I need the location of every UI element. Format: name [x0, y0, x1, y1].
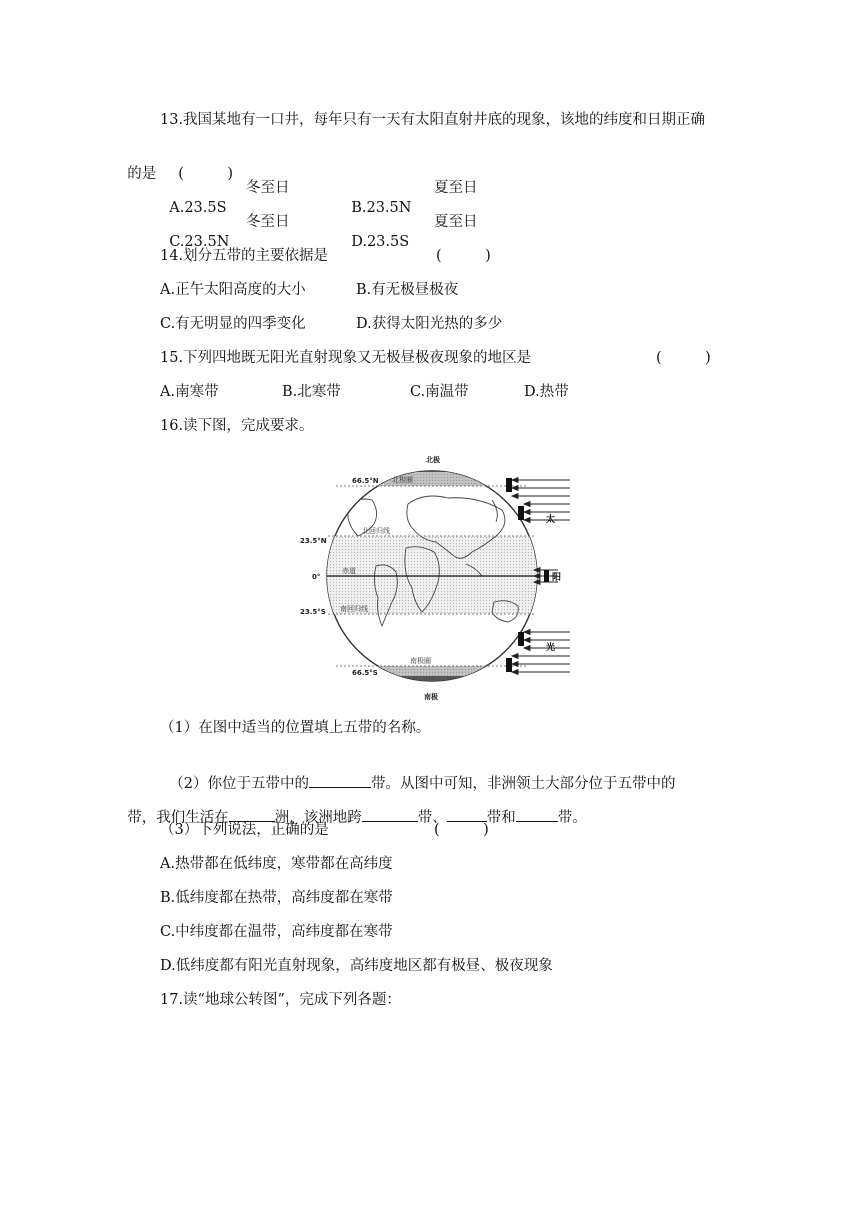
sun-char-1: 太: [546, 515, 556, 525]
lat-0-label: 0°: [312, 573, 321, 581]
q15-option-a: A.南寒带: [160, 384, 219, 400]
q16-sub3-option-d: D.低纬度都有阳光直射现象，高纬度地区都有极昼、极夜现象: [160, 958, 553, 974]
q17-stem: 17.读“地球公转图”，完成下列各题：: [160, 992, 401, 1008]
tropical-band: [316, 536, 548, 614]
q14-option-b: B.有无极昼极夜: [356, 282, 459, 298]
south-pole-label: 南极: [424, 693, 438, 701]
q16-blank-zone-3[interactable]: [516, 806, 558, 822]
q16-sub3-option-c: C.中纬度都在温带，高纬度都在寒带: [160, 924, 393, 940]
q13-option-a-date: 冬至日: [246, 180, 290, 196]
q14-answer-paren: ( ): [436, 248, 491, 264]
q14-option-d: D.获得太阳光热的多少: [356, 316, 503, 332]
q15-answer-paren: ( ): [656, 350, 711, 366]
tropic-capricorn-label: 南回归线: [340, 605, 368, 613]
q13-stem-line1: 13.我国某地有一口井，每年只有一天有太阳直射井底的现象，该地的纬度和日期正确: [160, 112, 706, 128]
antarctic-circle-label: 南极圈: [410, 657, 431, 665]
q14-option-c: C.有无明显的四季变化: [160, 316, 306, 332]
q13-option-c-date: 冬至日: [246, 214, 290, 230]
earth-zones-figure: [296, 452, 572, 702]
q15-option-d: D.热带: [524, 384, 569, 400]
q13-option-d-date: 夏至日: [434, 214, 478, 230]
q16-sub3-option-a: A.热带都在低纬度，寒带都在高纬度: [160, 856, 393, 872]
tropic-cancer-label: 北回归线: [362, 527, 390, 535]
q16-sub2-line1: （2）你位于五带中的 带。从图中可知，非洲领土大部分位于五带中的: [160, 752, 675, 794]
q13-answer-paren: ( ): [178, 166, 234, 182]
q13-option-b: B.23.5N: [351, 200, 412, 216]
lat-66-5n-label: 66.5°N: [352, 477, 379, 485]
q13-option-d: D.23.5S: [351, 234, 410, 250]
q15-option-b: B.北寒带: [282, 384, 341, 400]
q16-sub1: （1）在图中适当的位置填上五带的名称。: [160, 720, 431, 736]
q15-stem: 15.下列四地既无阳光直射现象又无极昼极夜现象的地区是: [160, 350, 532, 366]
arctic-circle-label: 北极圈: [392, 476, 413, 484]
q13-stem-end: 的是: [127, 166, 157, 182]
q16-sub3: （3）下列说法，正确的是: [160, 822, 329, 838]
q16-sub2-line2: 带，我们生活在 洲，该洲地跨 带、 带和 带。: [118, 786, 587, 828]
sun-char-2: 阳: [552, 573, 562, 583]
q14-stem: 14.划分五带的主要依据是: [160, 248, 329, 264]
lat-66-5s-label: 66.5°S: [352, 669, 378, 677]
north-pole-label: 北极: [426, 456, 440, 464]
equator-label: 赤道: [342, 567, 356, 575]
q15-option-c: C.南温带: [410, 384, 469, 400]
q14-option-a: A.正午太阳高度的大小: [160, 282, 306, 298]
q13-option-a: A.23.5S: [169, 200, 227, 216]
q16-sub3-option-b: B.低纬度都在热带，高纬度都在寒带: [160, 890, 393, 906]
lat-23-5s-label: 23.5°S: [300, 608, 326, 616]
q16-stem: 16.读下图，完成要求。: [160, 418, 314, 434]
q13-option-c: C.23.5N: [169, 234, 230, 250]
lat-23-5n-label: 23.5°N: [300, 537, 327, 545]
q16-blank-zone-1[interactable]: [362, 806, 418, 822]
sun-char-3: 光: [546, 643, 556, 653]
q16-sub3-paren: ( ): [434, 822, 489, 838]
q13-option-b-date: 夏至日: [434, 180, 478, 196]
